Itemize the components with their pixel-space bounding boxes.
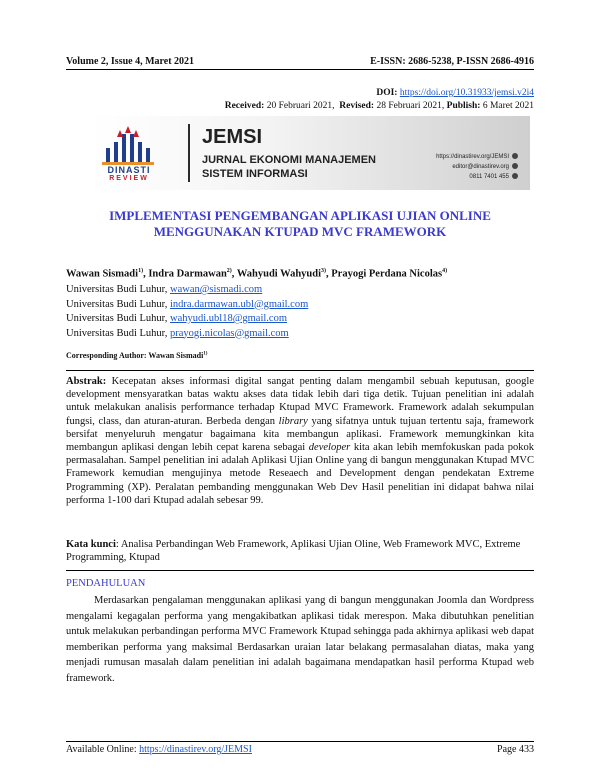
received-label: Received: [224,101,265,111]
page-number: Page 433 [497,744,534,755]
corresponding-author [66,351,207,360]
affiliation-list [66,283,308,341]
author-email-link[interactable]: wawan@sismadi.com [170,284,263,295]
author-name: Wahyudi Wahyudi [236,268,322,280]
running-header [66,56,534,70]
journal-full-line-2: SISTEM INFORMASI [202,168,308,180]
abstract-em-1: library [278,415,308,427]
mail-icon [512,163,518,169]
received-date: 20 Februari 2021, [266,101,335,111]
contact-email: editor@dinastirev.org [452,164,509,170]
author-name: Indra Darmawan [148,268,227,280]
author-name: Wawan Sismadi [66,268,139,280]
affiliation-inst: Universitas Budi Luhur, [66,313,170,324]
affiliation-item [66,312,308,327]
author-mark: 3) [321,268,327,274]
corresponding-label: Corresponding Author: Wawan Sismadi [66,351,204,360]
volume-info: Volume 2, Issue 4, Maret 2021 [66,56,195,67]
abstract-text-1: Kecepatan akses informasi digital sangat penting dalam mengambil sebuah keputusan, google development mensyaratkan batas waktu akses data tidak lebih dari tiga detik. Tujuan penelitian ini adalah untuk melakukan analisis performance terhadap Ktupad MVC Framework. Framework adalah sekumpulan fungsi, class, dan aturan-aturan. Berbeda dengan [66,376,534,427]
author-email-link[interactable]: indra.darmawan.ubl@gmail.com [170,298,309,310]
journal-full-name [202,153,376,181]
article-title [66,208,534,240]
publish-date: 6 Maret 2021 [482,101,534,111]
abstract-text-2: yang sifatnya untuk tujuan tertentu saja, framework bersifat menyeluruh mengatur bagaimana kita membangun aplikasi. Framework memungkinkan kita membangun aplikasi dengan lebih cepat karena sebagai [66,415,535,454]
journal-short-name: JEMSI [202,126,263,148]
intro-paragraph: Merdasarkan pengalaman menggunakan aplikasi yang di bangun menggunakan Joomla dan Wordpress mengalami kegagalan performa yang mengakibatkan aplikasi tidak merespon. Maka dibutuhkan penelitian untuk melakukan perbandingan performa MVC Framework Ktupad sehingga pada akhirnya aplikasi web dapat memberikan performa yang maksimal Berdasarkan uraian latar belakang permasalahan diatas, maka yang menjadi rumusan masalah dalam penelitian ini adalah bagaimana mendapatkan hasil performa Ktupad web framework. [66,595,534,684]
journal-full-line-1: JURNAL EKONOMI MANAJEMEN [202,154,376,166]
keywords-text: : Analisa Perbandingan Web Framework, Aplikasi Ujian Oline, Web Framework MVC, Extreme Programming, Ktupad [66,539,521,564]
keywords [66,538,534,564]
footer-journal-link[interactable]: https://dinastirev.org/JEMSI [139,744,252,755]
author-email-link[interactable]: prayogi.nicolas@gmail.com [170,327,289,339]
keywords-bottom-rule [66,570,534,571]
author-list: Wawan Sismadi$^{1)}$, Indra Darmawan$^{2)}$, Wahyudi Wahyudi$^{3)}$, Prayogi Perdana Nicolas$^{4)}$ [66,268,448,280]
affiliation-item [66,283,308,298]
journal-banner [90,116,530,190]
affiliation-item [66,327,308,342]
keywords-label: Kata kunci [66,539,116,550]
section-title: PENDAHULUAN [66,578,146,589]
abstract [66,375,534,507]
author-email-link[interactable]: wahyudi.ubl18@gmail.com [170,313,287,324]
author-mark: 1) [138,268,144,274]
contact-web: https://dinastirev.org/JEMSI [436,154,509,160]
banner-divider [188,124,190,182]
abstract-label: Abstrak: [66,376,107,387]
phone-icon [512,173,518,179]
footer-available-label: Available Online: [66,744,140,755]
dates-line [225,101,534,111]
revised-date: 28 Februari 2021, [376,101,445,111]
affiliation-inst: Universitas Budi Luhur, [66,327,170,339]
publish-label: Publish: [446,101,481,111]
footer-available [66,744,252,755]
title-line-1: IMPLEMENTASI PENGEMBANGAN APLIKASI UJIAN ONLINE [109,208,491,223]
logo-word: DINASTI [107,165,151,175]
title-line-2: MENGGUNAKAN KTUPAD MVC FRAMEWORK [153,224,447,239]
author-name: Prayogi Perdana Nicolas [331,268,443,280]
corresponding-mark: 1) [203,351,208,357]
affiliation-inst: Universitas Budi Luhur, [66,298,170,310]
author-mark: 4) [442,268,448,274]
abstract-top-rule [66,370,534,371]
banner-contact [436,152,518,182]
issn-info: E-ISSN: 2686-5238, P-ISSN 2686-4916 [370,56,534,67]
footer-rule [66,741,534,742]
affiliation-inst: Universitas Budi Luhur, [66,284,170,295]
revised-label: Revised: [339,101,375,111]
abstract-em-2: developer [308,442,351,454]
dinasti-logo-icon [100,126,156,166]
doi-label: DOI: [376,88,398,98]
author-mark: 2) [226,268,232,274]
doi-link[interactable]: https://doi.org/10.31933/jemsi.v2i4 [399,88,534,98]
doi-line [376,88,534,98]
logo-sub: REVIEW [109,175,149,182]
abstract-text-3: kita akan lebih memfokuskan pada pokok permasalahan. Sampel penelitian ini adalah Aplikasi Ujian Online yang di bangun menggunakan Ktupad MVC Framework kemudian mengujinya metode Reseaech and Development dengan pendekatan Extreme Programming (XP). Peralatan pembanding menggunakan Web Dev Hasil penelitian ini didapat bahwa nilai performa 1-100 dari Ktupad adalah sebesar 99. [66,442,535,506]
affiliation-item [66,298,308,313]
contact-phone: 0811 7401 455 [469,174,509,180]
globe-icon [512,153,518,159]
